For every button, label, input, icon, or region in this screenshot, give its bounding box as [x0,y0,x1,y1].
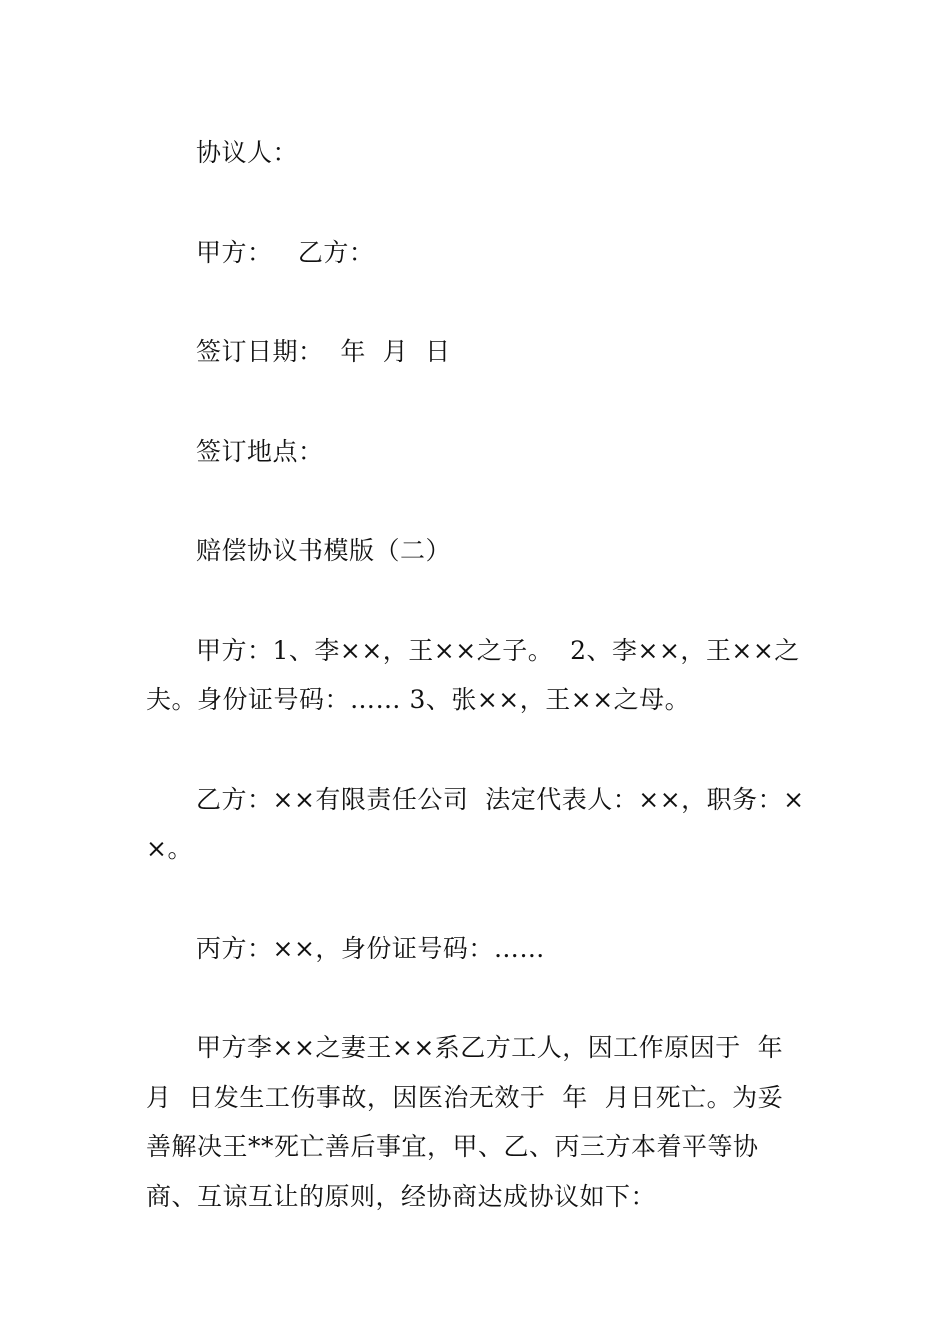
agreement-preamble: 甲方李××之妻王××系乙方工人，因工作原因于 年 月 日发生工伤事故，因医治无效于 年 月日死亡。为妥善解决王**死亡善后事宜，甲、乙、丙三方本着平等协商、互谅互让的原则，经协商达成协议如下： [146,1033,801,1211]
party-c-details: 丙方：××，身份证号码：…… [196,933,545,963]
party-a-details: 甲方：1、李××，王××之子。 2、李××，王××之夫。身份证号码：…… 3、张××，王××之母。 [146,635,800,714]
party-b-details: 乙方：××有限责任公司 法定代表人：××，职务：××。 [146,784,805,863]
signing-place-line: 签订地点： [196,436,324,466]
signing-date-line: 签订日期： 年 月 日 [196,337,451,366]
document-body [146,128,808,1221]
party-a-b-line: 甲方： 乙方： [196,237,375,267]
agreement-parties-label: 协议人： [196,138,299,167]
section-title: 赔偿协议书模版（二） [196,536,452,565]
